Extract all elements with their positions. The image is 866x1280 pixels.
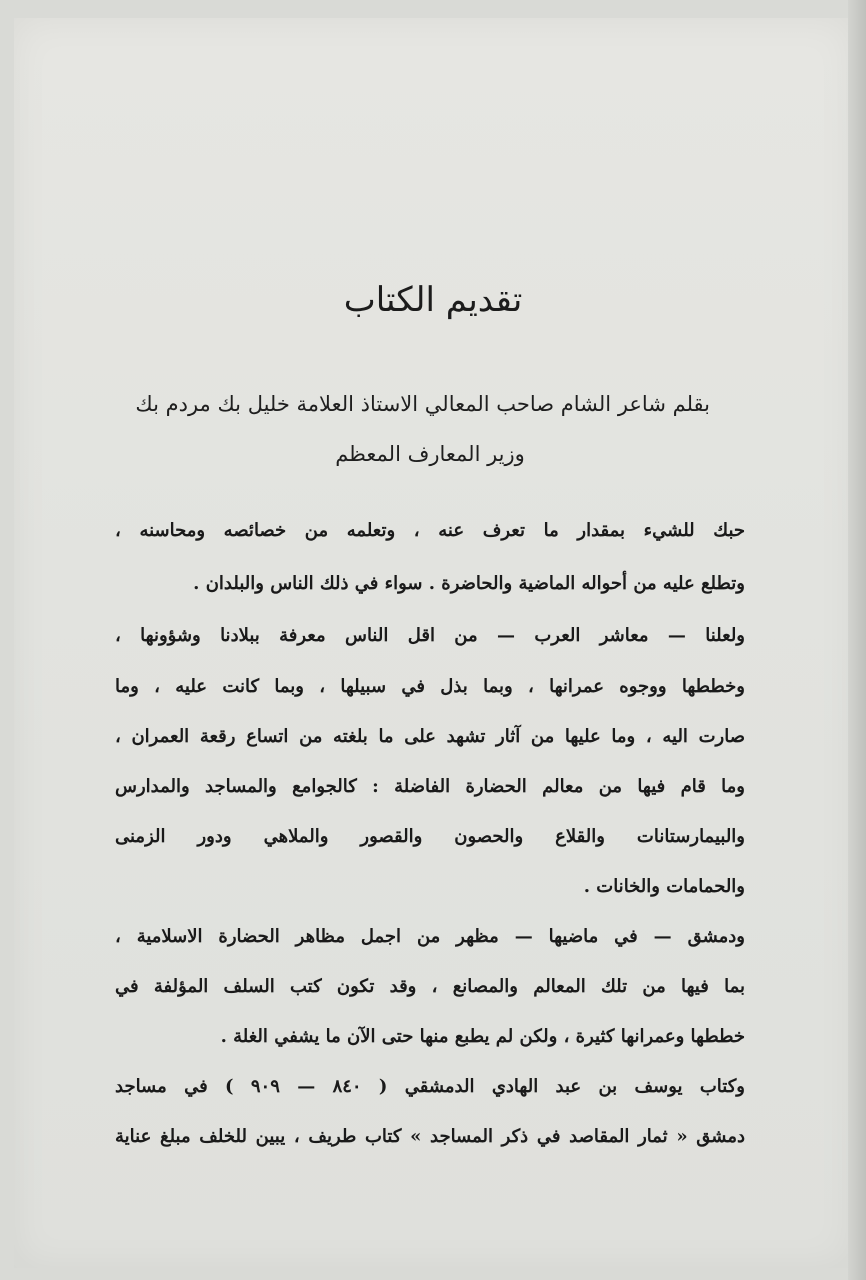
body-line-4: وخططها ووجوه عمرانها ، وبما بذل في سبيلها ، وبما كانت عليه ، وما — [115, 676, 745, 697]
page-edge — [848, 0, 866, 1280]
author-line-1: بقلم شاعر الشام صاحب المعالي الاستاذ العلامة خليل بك مردم بك — [135, 392, 710, 416]
body-line-9: ودمشق — في ماضيها — مظهر من اجمل مظاهر الحضارة الاسلامية ، — [115, 926, 745, 947]
body-line-7: والبيمارستانات والقلاع والحصون والقصور والملاهي ودور الزمنى — [115, 826, 745, 847]
body-line-11: خططها وعمرانها كثيرة ، ولكن لم يطبع منها حتى الآن ما يشفي الغلة . — [220, 1026, 745, 1047]
body-line-12: وكتاب يوسف بن عبد الهادي الدمشقي ( ٨٤٠ — ٩٠٩ ) في مساجد — [115, 1076, 745, 1097]
body-line-13: دمشق « ثمار المقاصد في ذكر المساجد » كتاب طريف ، يبين للخلف مبلغ عناية — [115, 1126, 745, 1147]
body-line-5: صارت اليه ، وما عليها من آثار تشهد على ما بلغته من اتساع رقعة العمران ، — [115, 726, 745, 747]
body-line-6: وما قام فيها من معالم الحضارة الفاضلة : كالجوامع والمساجد والمدارس — [115, 776, 745, 797]
body-line-2: وتطلع عليه من أحواله الماضية والحاضرة . سواء في ذلك الناس والبلدان . — [193, 573, 745, 594]
body-line-8: والحمامات والخانات . — [583, 876, 745, 897]
body-line-1: حبك للشيء بمقدار ما تعرف عنه ، وتعلمه من خصائصه ومحاسنه ، — [115, 520, 745, 541]
body-line-3: ولعلنا — معاشر العرب — من اقل الناس معرفة ببلادنا وشؤونها ، — [115, 625, 745, 646]
page-title: تقديم الكتاب — [343, 280, 523, 320]
body-line-10: بما فيها من تلك المعالم والمصانع ، وقد تكون كتب السلف المؤلفة في — [115, 976, 745, 997]
author-line-2: وزير المعارف المعظم — [335, 442, 525, 466]
